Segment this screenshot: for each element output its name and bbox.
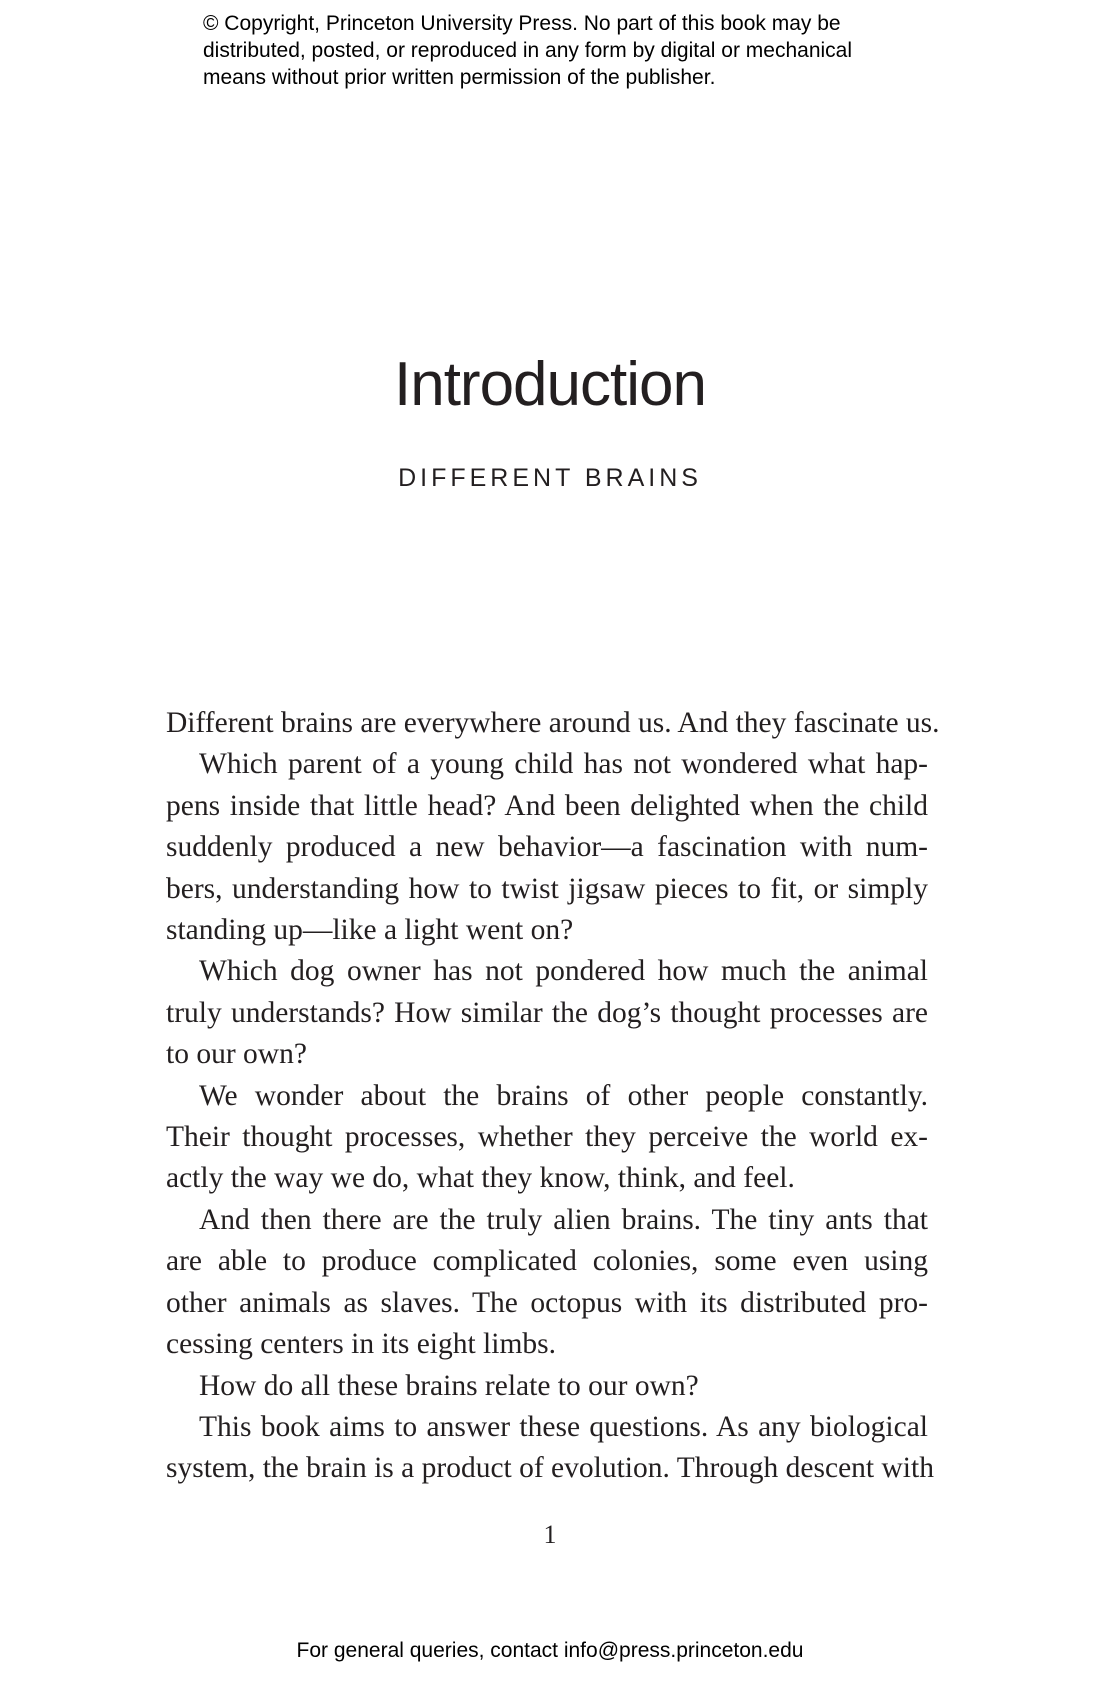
page-number: 1 [543,1520,557,1549]
copyright-line: distributed, posted, or reproduced in any form by digital or mechanical [203,39,853,62]
copyright-line: © Copyright, Princeton University Press. No part of this book may be [203,12,841,35]
body-line: truly understands? How similar the dog’s thought processes are [166,996,928,1029]
body-line: system, the brain is a product of evolution. Through descent with [166,1452,934,1485]
copyright-line: means without prior written permission of the publisher. [203,66,716,89]
body-line: are able to produce complicated colonies, some even using [166,1245,928,1278]
body-line: bers, understanding how to twist jigsaw pieces to fit, or simply [166,872,928,905]
body-line: actly the way we do, what they know, think, and feel. [166,1162,795,1195]
body-text [166,703,940,1490]
chapter-title: Introduction [394,350,706,419]
body-line: This book aims to answer these questions. As any biological [199,1410,928,1443]
body-line: suddenly produced a new behavior—a fascination with num- [166,831,928,864]
body-line: Which dog owner has not pondered how much the animal [199,955,928,988]
chapter-subtitle: DIFFERENT BRAINS [398,464,702,492]
body-line: pens inside that little head? And been delighted when the child [166,789,928,822]
body-line: Their thought processes, whether they perceive the world ex- [166,1121,928,1154]
body-line: standing up—like a light went on? [166,914,574,947]
footer-contact: For general queries, contact info@press.princeton.edu [296,1639,804,1662]
body-line: Different brains are everywhere around us. And they fascinate us. [166,707,940,739]
body-line: other animals as slaves. The octopus with its distributed pro- [166,1286,928,1319]
body-line: to our own? [166,1038,307,1071]
copyright-notice [203,10,923,91]
body-line: And then there are the truly alien brains. The tiny ants that [199,1203,928,1236]
body-line: cessing centers in its eight limbs. [166,1328,556,1361]
body-line: We wonder about the brains of other people constantly. [199,1079,928,1112]
body-line: How do all these brains relate to our own? [199,1369,699,1402]
body-line: Which parent of a young child has not wondered what hap- [199,748,928,781]
